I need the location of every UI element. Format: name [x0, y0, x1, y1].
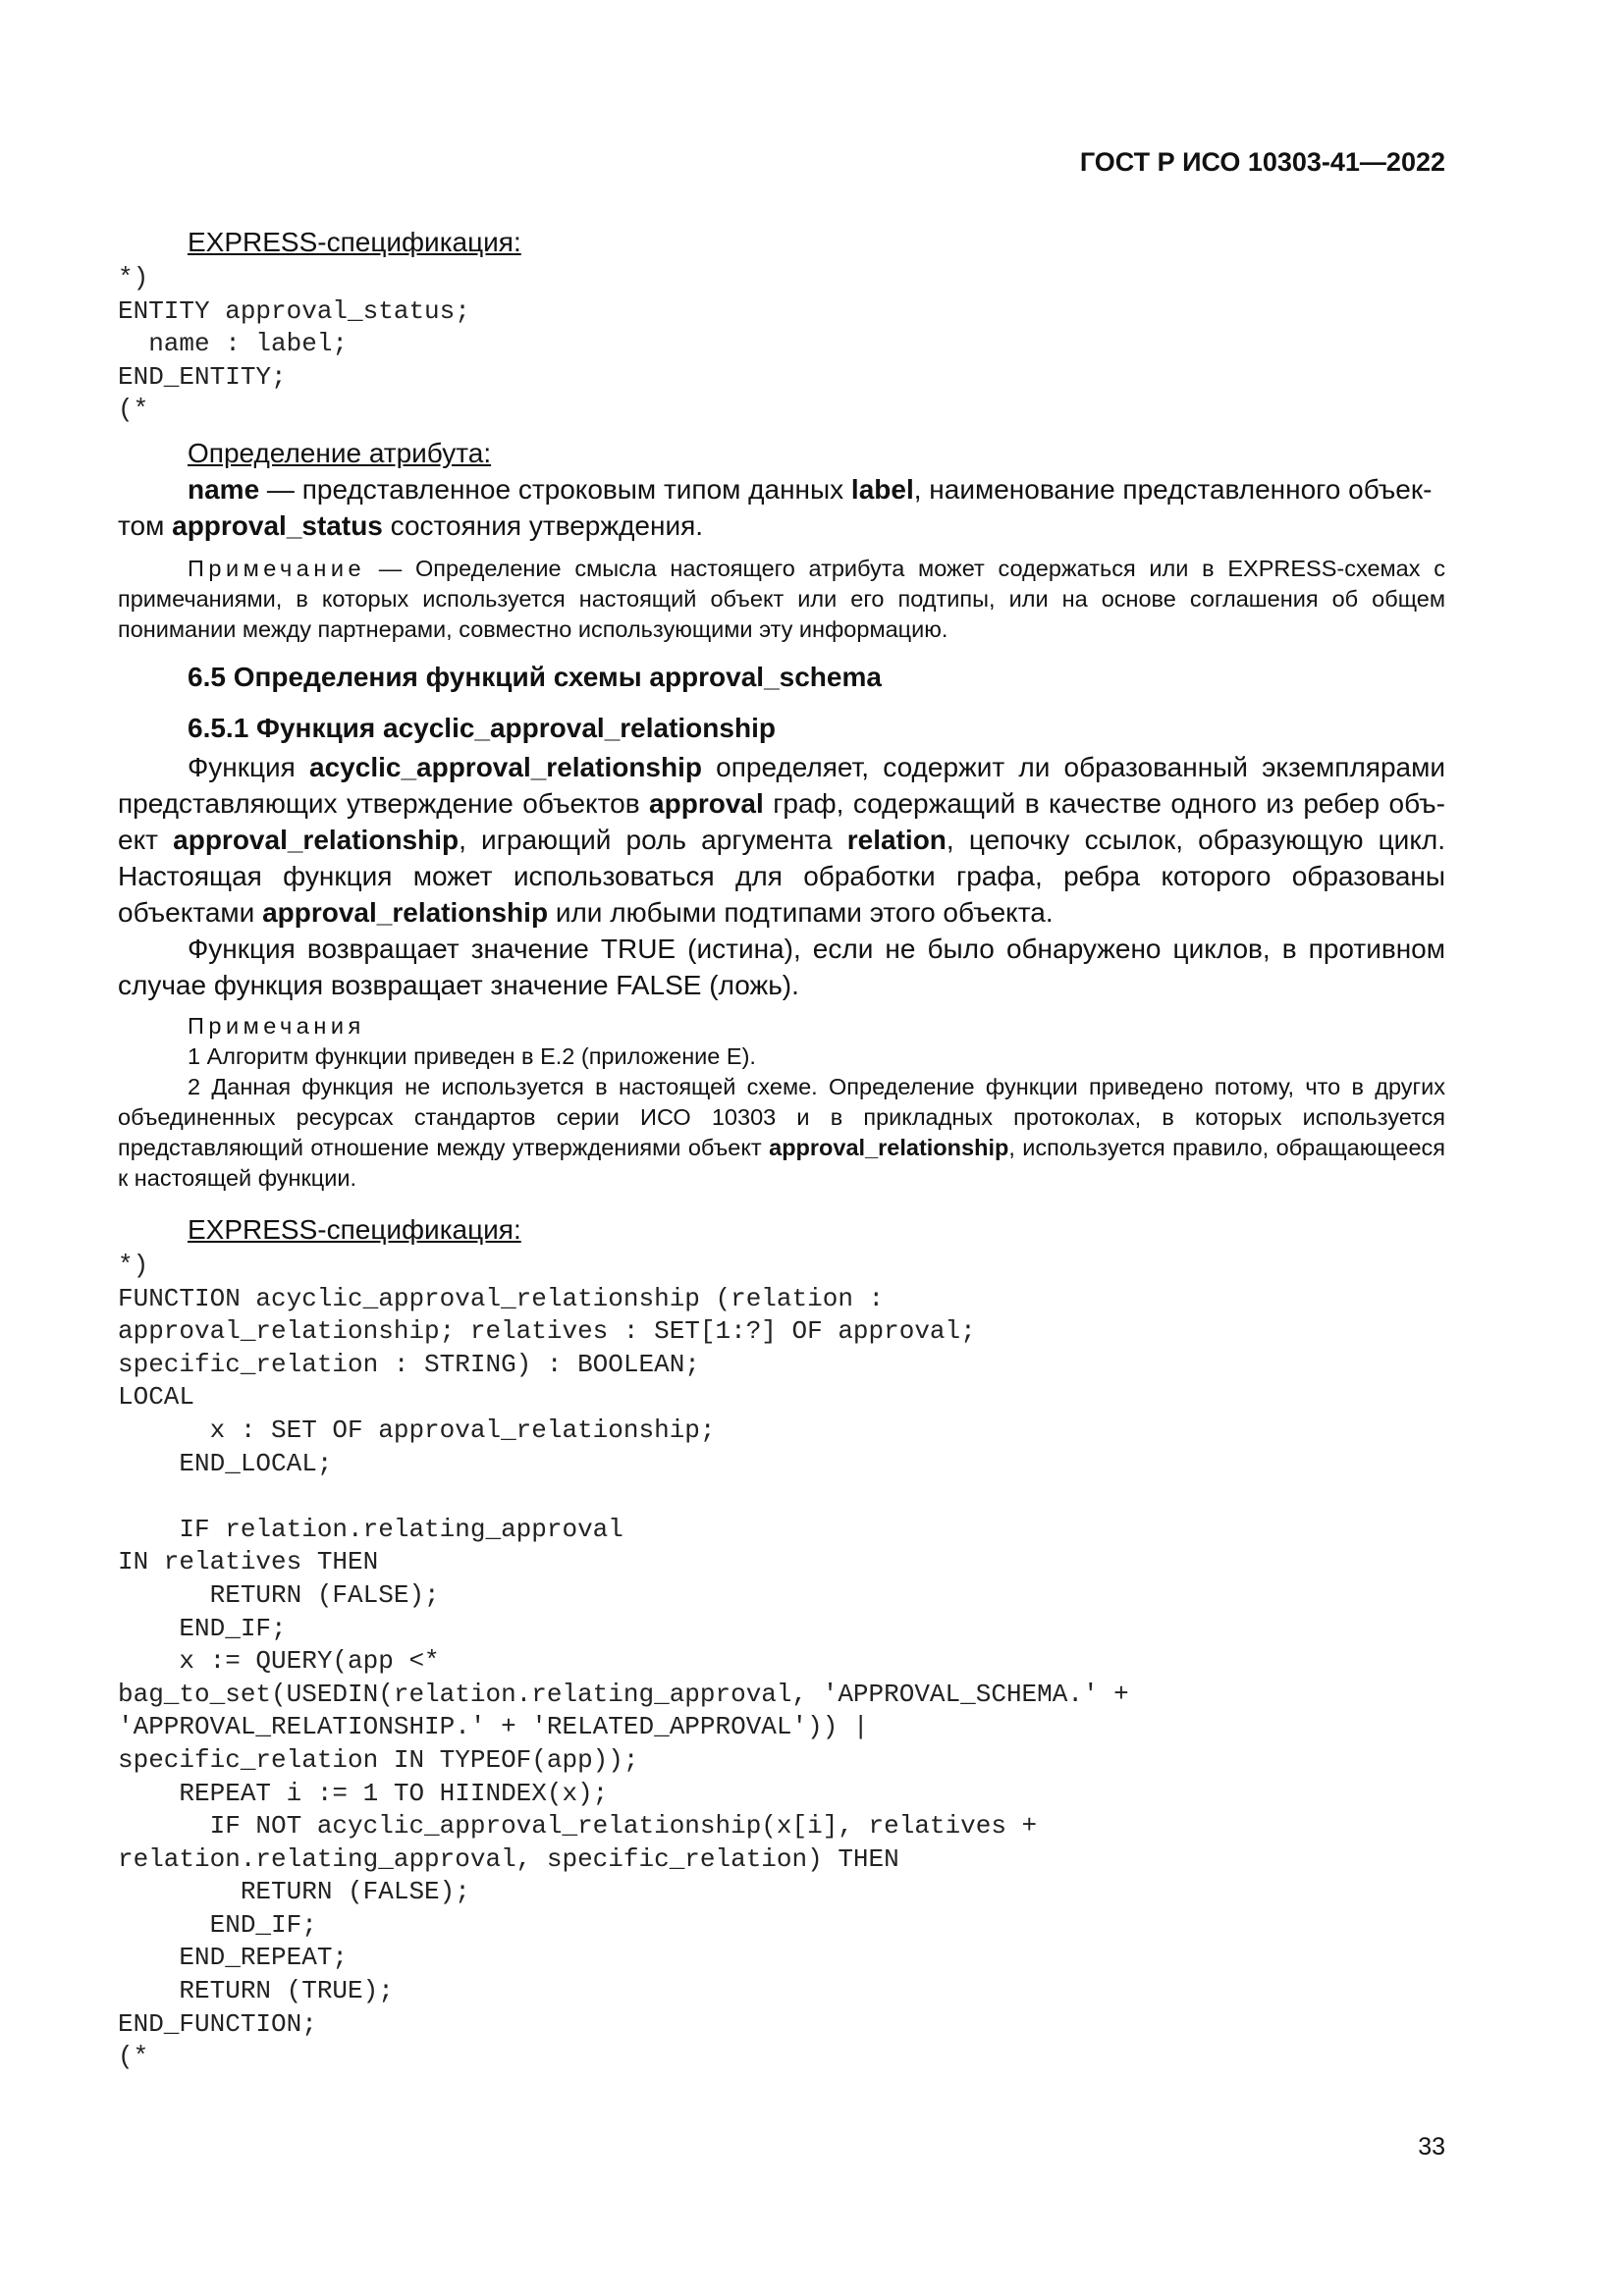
page-number: 33: [1418, 2133, 1445, 2161]
standard-designation: ГОСТ Р ИСО 10303-41—2022: [1079, 147, 1445, 177]
function-description-paragraph: Функция acyclic_approval_relationship определяет, содержит ли образованный экземплярами представляющих утверждение объектов approval граф, содержащий в качестве одного из ребер объ- ект approval_relationship, играющий роль аргумента relation, цепочку ссылок, образующую цикл. Настоящая функция может использоваться для обработки графа, ребра которого образованы объектами approval_relationship или любыми подтипами этого объекта.: [118, 752, 1446, 928]
note-label: Примечание: [188, 556, 366, 581]
term-approval-relationship-2: approval_relationship: [262, 897, 549, 928]
express-spec-label-2: EXPRESS-спецификация:: [188, 1214, 521, 1245]
express-spec-label: EXPRESS-спецификация:: [188, 227, 521, 257]
term-label: label: [850, 474, 914, 505]
term-acyclic-approval-relationship: acyclic_approval_relationship: [309, 752, 702, 782]
term-approval-relationship-note: approval_relationship: [769, 1135, 1009, 1160]
note-2: 2 Данная функция не используется в настоящей схеме. Определение функции приведено потому, что в других объединенных ресурсах стандартов серии ИСО 10303 и в прикладных протоколах, в которых используется представляющий отношение между утверждениями объект approval_relationship, используется правило, обращающееся к настоящей функции.: [118, 1074, 1446, 1191]
notes-label: Примечания: [188, 1013, 365, 1039]
section-heading-6-5-1: 6.5.1 Функция acyclic_approval_relationship: [188, 713, 776, 743]
term-approval-status: approval_status: [172, 510, 383, 541]
notes-block: [118, 1011, 1445, 1194]
attribute-definition-label: Определение атрибута:: [188, 438, 492, 468]
term-approval: approval: [649, 788, 764, 819]
attribute-definition-text: name — представленное строковым типом данных label, наименование представленного объек- том approval_status состояния утверждения.: [118, 474, 1433, 541]
term-name: name: [188, 474, 260, 505]
express-spec-block-2: [118, 1211, 1445, 2074]
term-approval-relationship: approval_relationship: [173, 825, 460, 855]
express-spec-block-1: [118, 224, 1445, 427]
note-1: 1 Алгоритм функции приведен в Е.2 (приложение Е).: [188, 1043, 756, 1069]
attribute-definition-block: [118, 435, 1445, 544]
note-block-1: [118, 554, 1445, 645]
function-return-paragraph: Функция возвращает значение TRUE (истина), если не было обнаружено циклов, в противном случае функция возвращает значение FALSE (ложь).: [118, 934, 1445, 1000]
note-text: — Определение смысла настоящего атрибута может содержаться или в EXPRESS-схемах с примечаниями, в которых используется настоящий объект или его подтипы, или на основе соглашения об общем понимании между партнерами, совместно использующими эту информацию.: [118, 556, 1445, 642]
code-listing-approval-status: *) ENTITY approval_status; name : label; END_ENTITY; (*: [118, 263, 470, 425]
term-relation: relation: [846, 825, 947, 855]
code-listing-acyclic-function: *) FUNCTION acyclic_approval_relationship (relation : approval_relationship; relatives : SET[1:?] OF approval; specific_relation : STRING) : BOOLEAN; LOCAL x : SET OF approval_relationship; END_LOCAL; IF relation.relating_approval IN relatives THEN RETURN (FALSE); END_IF; x := QUERY(app <* bag_to_set(USEDIN(relation.relating_approval, 'APPROVAL_SCHEMA.' + 'APPROVAL_RELATIONSHIP.' + 'RELATED_APPROVAL')) | specific_relation IN TYPEOF(app)); REPEAT i := 1 TO HIINDEX(x); IF NOT acyclic_approval_relationship(x[i], relatives + relation.relating_approval, specific_relation) THEN RETURN (FALSE); END_IF; END_REPEAT; RETURN (TRUE); END_FUNCTION; (*: [118, 1251, 1129, 2072]
section-heading-6-5: 6.5 Определения функций схемы approval_schema: [188, 662, 882, 692]
